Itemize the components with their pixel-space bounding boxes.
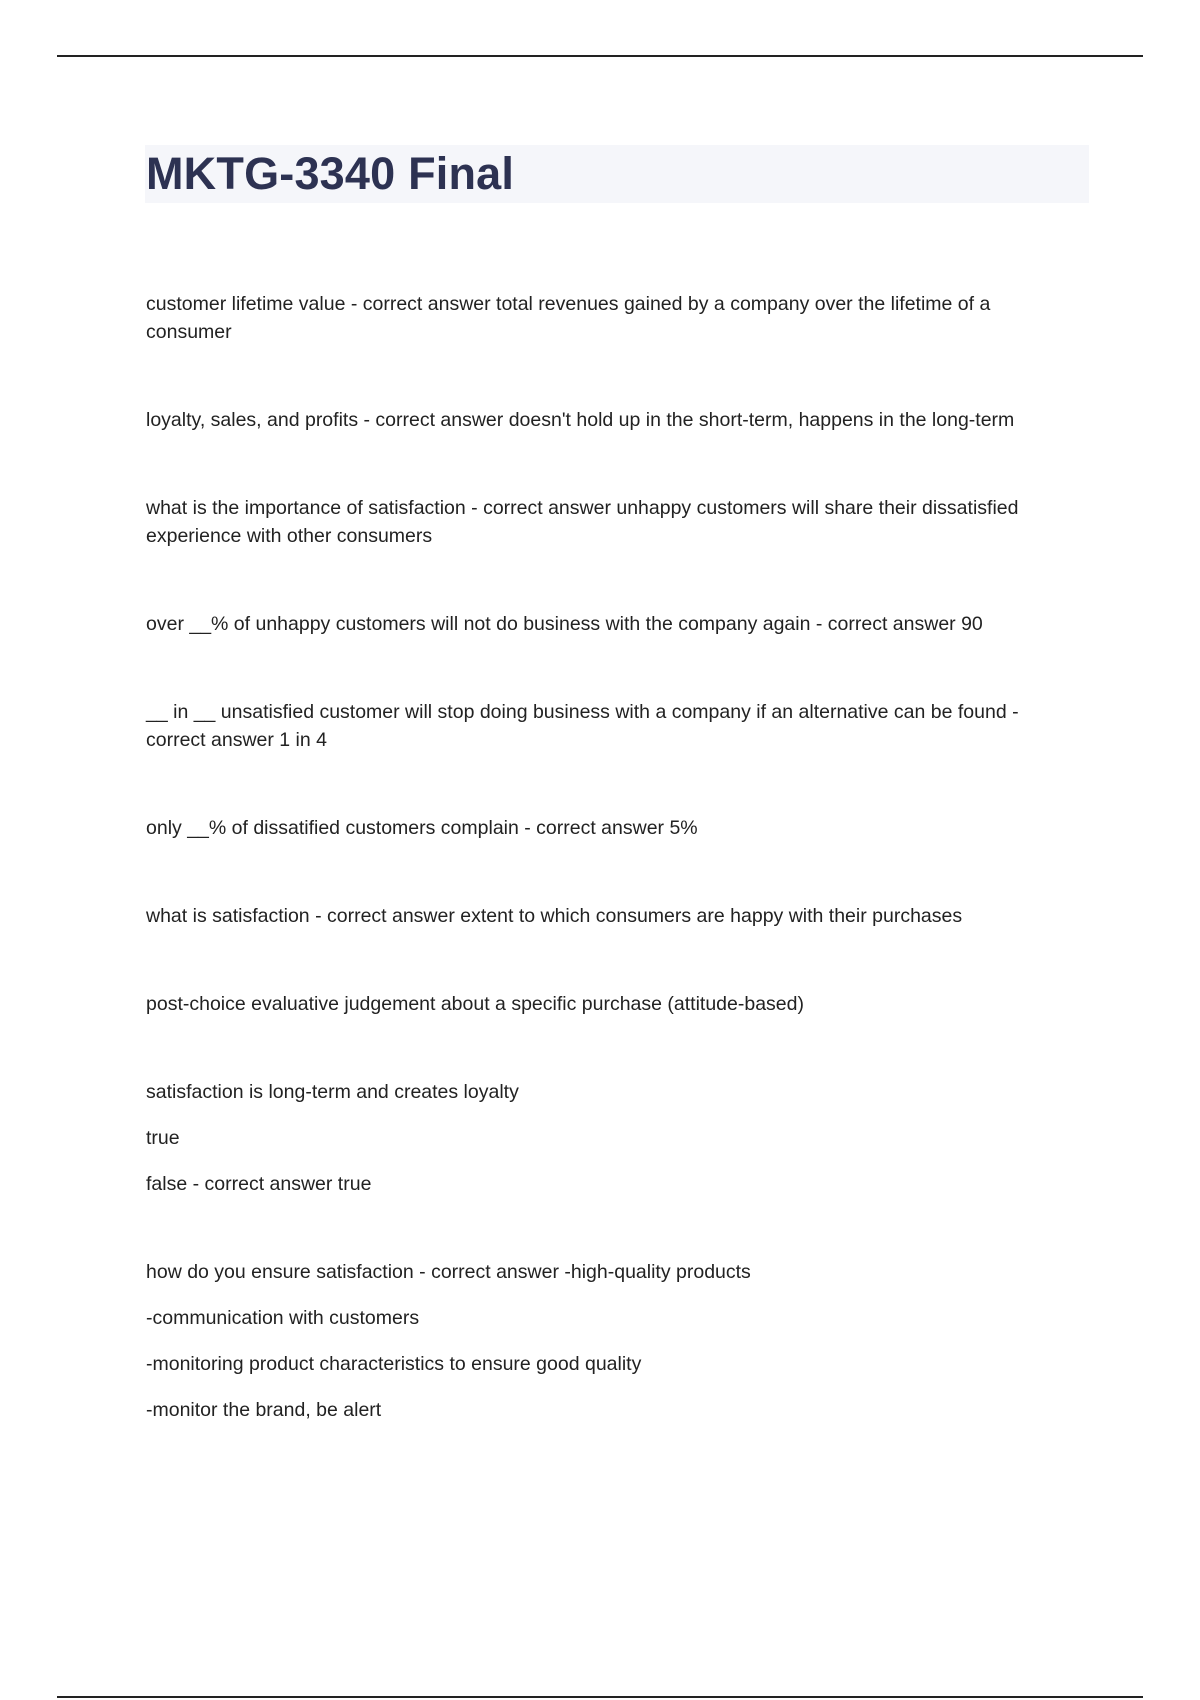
flashcard-option: true [146, 1127, 180, 1149]
flashcard [146, 1078, 1076, 1198]
flashcard-text: only __% of dissatified customers complain - correct answer 5% [146, 817, 698, 839]
flashcard [146, 406, 1076, 434]
flashcard-bullet: -communication with customers [146, 1307, 420, 1329]
flashcard-text: how do you ensure satisfaction - correct answer -high-quality products [146, 1261, 751, 1283]
flashcard-text: what is satisfaction - correct answer extent to which consumers are happy with their purchases [146, 905, 963, 927]
flashcard-list [146, 290, 1076, 1484]
flashcard-text: loyalty, sales, and profits - correct answer doesn't hold up in the short-term, happens in the long-term [146, 409, 1015, 431]
flashcard-text: customer lifetime value - correct answer total revenues gained by a company over the lifetime of a consumer [146, 293, 991, 343]
flashcard [146, 1258, 1076, 1424]
header-rule [57, 55, 1143, 57]
page-title: MKTG-3340 Final [146, 148, 515, 199]
flashcard [146, 990, 1076, 1018]
flashcard-text: satisfaction is long-term and creates loyalty [146, 1081, 519, 1103]
flashcard-text: what is the importance of satisfaction - correct answer unhappy customers will share their dissatisfied experience with other consumers [146, 497, 1019, 547]
footer-rule [57, 1696, 1143, 1698]
flashcard [146, 814, 1076, 842]
flashcard-text: over __% of unhappy customers will not do business with the company again - correct answer 90 [146, 613, 983, 635]
flashcard [146, 698, 1076, 754]
flashcard [146, 610, 1076, 638]
flashcard-bullet: -monitoring product characteristics to ensure good quality [146, 1353, 642, 1375]
flashcard [146, 494, 1076, 550]
flashcard-text: post-choice evaluative judgement about a specific purchase (attitude-based) [146, 993, 804, 1015]
flashcard-option: false - correct answer true [146, 1173, 372, 1195]
flashcard-bullet: -monitor the brand, be alert [146, 1399, 382, 1421]
flashcard [146, 290, 1076, 346]
flashcard [146, 902, 1076, 930]
flashcard-text: __ in __ unsatisfied customer will stop doing business with a company if an alternative can be found - correct answer 1 in 4 [146, 701, 1019, 751]
